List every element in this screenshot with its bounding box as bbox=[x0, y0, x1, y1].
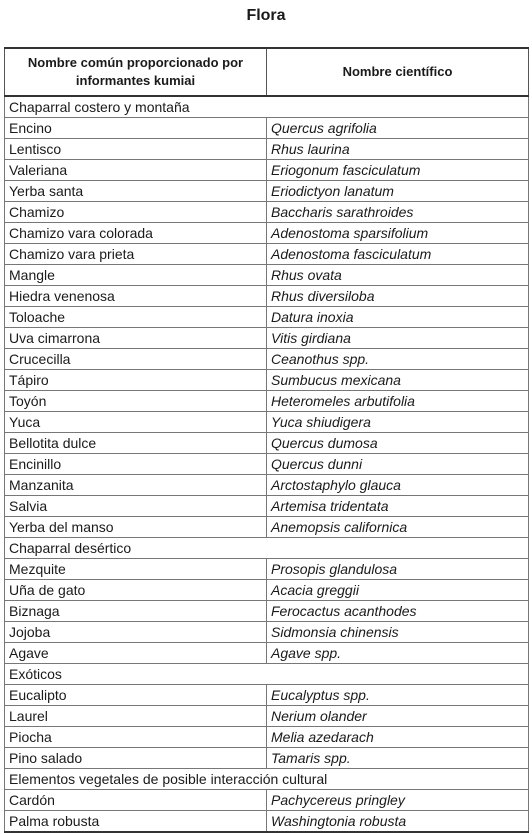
scientific-name-cell: Eucalyptus spp. bbox=[267, 685, 529, 706]
scientific-name-cell: Artemisa tridentata bbox=[267, 496, 529, 517]
section-heading: Chaparral desértico bbox=[5, 538, 529, 559]
common-name-cell: Encinillo bbox=[5, 454, 267, 475]
table-row bbox=[5, 517, 529, 538]
common-name-cell: Toloache bbox=[5, 307, 267, 328]
scientific-name-cell: Nerium olander bbox=[267, 706, 529, 727]
table-row bbox=[5, 223, 529, 244]
page-title: Flora bbox=[246, 7, 286, 24]
common-name-cell: Tápiro bbox=[5, 370, 267, 391]
table-row bbox=[5, 118, 529, 139]
table-row bbox=[5, 349, 529, 370]
table-row bbox=[5, 685, 529, 706]
scientific-name-cell: Quercus dumosa bbox=[267, 433, 529, 454]
common-name-cell: Pino salado bbox=[5, 748, 267, 769]
section-row bbox=[5, 538, 529, 559]
common-name-cell: Mangle bbox=[5, 265, 267, 286]
column-header-scientific-name: Nombre científico bbox=[267, 48, 529, 96]
common-name-cell: Hiedra venenosa bbox=[5, 286, 267, 307]
section-heading: Exóticos bbox=[5, 664, 529, 685]
common-name-cell: Chamizo bbox=[5, 202, 267, 223]
scientific-name-cell: Adenostoma fasciculatum bbox=[267, 244, 529, 265]
table-row bbox=[5, 202, 529, 223]
section-row bbox=[5, 664, 529, 685]
common-name-cell: Jojoba bbox=[5, 622, 267, 643]
table-row bbox=[5, 790, 529, 811]
table-row bbox=[5, 307, 529, 328]
scientific-name-cell: Anemopsis californica bbox=[267, 517, 529, 538]
section-heading: Elementos vegetales de posible interacción cultural bbox=[5, 769, 529, 790]
common-name-cell: Lentisco bbox=[5, 139, 267, 160]
common-name-cell: Bellotita dulce bbox=[5, 433, 267, 454]
scientific-name-cell: Quercus agrifolia bbox=[267, 118, 529, 139]
table-row bbox=[5, 454, 529, 475]
scientific-name-cell: Melia azedarach bbox=[267, 727, 529, 748]
table-body bbox=[5, 96, 529, 832]
section-heading: Chaparral costero y montaña bbox=[5, 96, 529, 118]
scientific-name-cell: Quercus dunni bbox=[267, 454, 529, 475]
scientific-name-cell: Eriodictyon lanatum bbox=[267, 181, 529, 202]
scientific-name-cell: Yuca shiudigera bbox=[267, 412, 529, 433]
common-name-cell: Valeriana bbox=[5, 160, 267, 181]
scientific-name-cell: Sidmonsia chinensis bbox=[267, 622, 529, 643]
common-name-cell: Laurel bbox=[5, 706, 267, 727]
table-header-row bbox=[5, 48, 529, 96]
common-name-cell: Yerba santa bbox=[5, 181, 267, 202]
scientific-name-cell: Washingtonia robusta bbox=[267, 811, 529, 833]
table-row bbox=[5, 181, 529, 202]
section-row bbox=[5, 96, 529, 118]
table-row bbox=[5, 475, 529, 496]
common-name-cell: Chamizo vara prieta bbox=[5, 244, 267, 265]
table-row bbox=[5, 811, 529, 833]
scientific-name-cell: Arctostaphylo glauca bbox=[267, 475, 529, 496]
table-row bbox=[5, 370, 529, 391]
table-row bbox=[5, 244, 529, 265]
table-row bbox=[5, 496, 529, 517]
common-name-cell: Yerba del manso bbox=[5, 517, 267, 538]
table-row bbox=[5, 139, 529, 160]
common-name-cell: Biznaga bbox=[5, 601, 267, 622]
common-name-cell: Yuca bbox=[5, 412, 267, 433]
table-row bbox=[5, 433, 529, 454]
common-name-cell: Eucalipto bbox=[5, 685, 267, 706]
section-row bbox=[5, 769, 529, 790]
table-row bbox=[5, 328, 529, 349]
scientific-name-cell: Tamaris spp. bbox=[267, 748, 529, 769]
common-name-cell: Mezquite bbox=[5, 559, 267, 580]
table-row bbox=[5, 643, 529, 664]
table-row bbox=[5, 601, 529, 622]
scientific-name-cell: Rhus diversiloba bbox=[267, 286, 529, 307]
scientific-name-cell: Ferocactus acanthodes bbox=[267, 601, 529, 622]
scientific-name-cell: Prosopis glandulosa bbox=[267, 559, 529, 580]
scientific-name-cell: Baccharis sarathroides bbox=[267, 202, 529, 223]
scientific-name-cell: Heteromeles arbutifolia bbox=[267, 391, 529, 412]
scientific-name-cell: Pachycereus pringley bbox=[267, 790, 529, 811]
table-row bbox=[5, 160, 529, 181]
flora-table bbox=[4, 47, 529, 833]
table-row bbox=[5, 580, 529, 601]
scientific-name-cell: Rhus laurina bbox=[267, 139, 529, 160]
scientific-name-cell: Ceanothus spp. bbox=[267, 349, 529, 370]
column-header-common-name: Nombre común proporcionado por informantes kumiai bbox=[5, 48, 267, 96]
table-row bbox=[5, 622, 529, 643]
table-row bbox=[5, 391, 529, 412]
common-name-cell: Agave bbox=[5, 643, 267, 664]
scientific-name-cell: Sumbucus mexicana bbox=[267, 370, 529, 391]
table-row bbox=[5, 286, 529, 307]
common-name-cell: Salvia bbox=[5, 496, 267, 517]
common-name-cell: Piocha bbox=[5, 727, 267, 748]
table-row bbox=[5, 706, 529, 727]
common-name-cell: Manzanita bbox=[5, 475, 267, 496]
scientific-name-cell: Rhus ovata bbox=[267, 265, 529, 286]
scientific-name-cell: Eriogonum fasciculatum bbox=[267, 160, 529, 181]
scientific-name-cell: Acacia greggii bbox=[267, 580, 529, 601]
common-name-cell: Crucecilla bbox=[5, 349, 267, 370]
table-row bbox=[5, 748, 529, 769]
scientific-name-cell: Agave spp. bbox=[267, 643, 529, 664]
common-name-cell: Cardón bbox=[5, 790, 267, 811]
scientific-name-cell: Adenostoma sparsifolium bbox=[267, 223, 529, 244]
common-name-cell: Uña de gato bbox=[5, 580, 267, 601]
scientific-name-cell: Vitis girdiana bbox=[267, 328, 529, 349]
common-name-cell: Toyón bbox=[5, 391, 267, 412]
table-row bbox=[5, 559, 529, 580]
table-row bbox=[5, 412, 529, 433]
common-name-cell: Palma robusta bbox=[5, 811, 267, 833]
common-name-cell: Uva cimarrona bbox=[5, 328, 267, 349]
scientific-name-cell: Datura inoxia bbox=[267, 307, 529, 328]
table-row bbox=[5, 265, 529, 286]
table-row bbox=[5, 727, 529, 748]
common-name-cell: Chamizo vara colorada bbox=[5, 223, 267, 244]
common-name-cell: Encino bbox=[5, 118, 267, 139]
